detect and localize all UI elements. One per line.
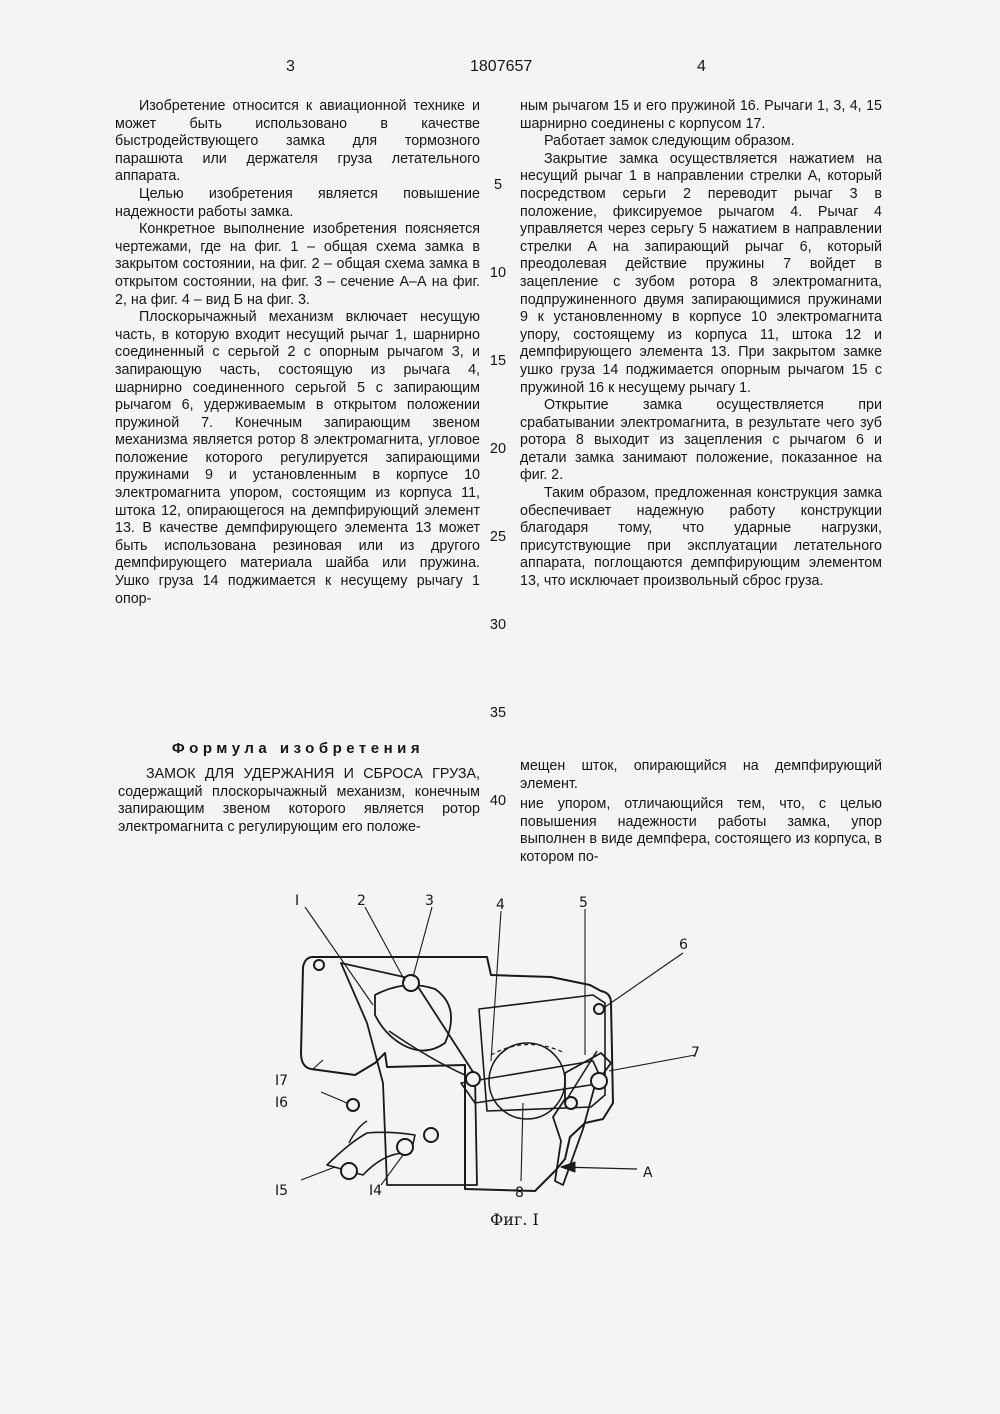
figure-label: A (643, 1165, 653, 1181)
page-number-left: 3 (286, 58, 295, 75)
figure-label: I (295, 893, 300, 909)
figure-caption: Фиг. I (490, 1210, 539, 1229)
figure-label: I5 (275, 1183, 289, 1199)
leader-line (381, 1155, 403, 1185)
pivot (466, 1072, 480, 1086)
pivot (314, 960, 324, 970)
paragraph: Изобретение относится к авиационной технике и может быть использовано в качестве быстродействующего замка для тормозного парашюта или держателя груза летательного аппарата. (115, 98, 480, 185)
paragraph: Открытие замка осуществляется при срабатывании электромагнита, в результате чего зуб ротора 8 выходит из зацепления с рычагом 6 и детали замка занимают положение, показанное на фиг. 2. (520, 397, 882, 484)
claim-text-continuation: ние упором, отличающийся тем, что, с целью повышения надежности работы замка, упор выполнен в виде демпфера, состоящего из корпуса, в котором по- (520, 796, 882, 865)
paragraph: Целью изобретения является повышение надежности работы замка. (115, 185, 480, 220)
left-column (115, 98, 480, 608)
figure-label: I7 (275, 1073, 289, 1089)
figure-label: 7 (691, 1045, 700, 1061)
rotor-8 (489, 1043, 565, 1119)
lever-4 (461, 1061, 603, 1103)
paragraph: Конкретное выполнение изобретения поясняется чертежами, где на фиг. 1 – общая схема замка в закрытом состоянии, на фиг. 2 – общая схема замка в открытом состоянии, на фиг. 3 – сечение А–А на фиг. 2, на фиг. 4 – вид Б на фиг. 3. (115, 221, 480, 308)
figure-label: 6 (679, 937, 688, 953)
figure-label: 2 (357, 893, 366, 909)
link-2 (389, 1031, 465, 1075)
pivot (403, 975, 419, 991)
figure-label: I4 (369, 1183, 383, 1199)
support-lever-3 (375, 985, 451, 1050)
leader-line (609, 1055, 695, 1071)
inner-frame (479, 995, 605, 1111)
pivot (594, 1004, 604, 1014)
pivot (591, 1073, 607, 1089)
right-column (520, 98, 882, 591)
figure-label: 3 (425, 893, 434, 909)
line-number: 20 (489, 441, 507, 457)
claim-text-end: мещен шток, опирающийся на демпфирующий элемент. (520, 758, 882, 792)
figure-label: 8 (515, 1185, 524, 1201)
leader-line (321, 1092, 347, 1103)
claim-text-left: ЗАМОК ДЛЯ УДЕРЖАНИЯ И СБРОСА ГРУЗА, содержащий плоскорычажный механизм, конечным запирающим звеном которого является ротор электромагнита с регулирующим его положе- (118, 766, 480, 835)
line-number: 35 (489, 705, 507, 721)
leader-line (491, 911, 501, 1061)
line-number: 30 (489, 617, 507, 633)
leader-line (313, 1060, 323, 1069)
patent-number: 1807657 (470, 58, 533, 75)
formula-title: Формула изобретения (171, 740, 425, 757)
paragraph: Таким образом, предложенная конструкция замка обеспечивает надежную работу конструкции благодаря тому, что ударные нагрузки, присутствующие при эксплуатации летательного аппарата, поглощаются демпфирующим элементом 13, что исключает произвольный сброс груза. (520, 485, 882, 590)
pivot (397, 1139, 413, 1155)
line-number: 15 (489, 353, 507, 369)
line-number: 5 (493, 177, 503, 193)
pivot (341, 1163, 357, 1179)
spring-16 (349, 1121, 367, 1143)
paragraph: Закрытие замка осуществляется нажатием на несущий рычаг 1 в направлении стрелки А, который посредством серьги 2 переводит рычаг 3 в положение, фиксируемое рычагом 4. Рычаг 4 управляется через серьгу 5 нажатием в направлении стрелки А на запирающий рычаг 6, который преодолевая действие пружины 7 войдет в зацепление с зубом ротора 8 электромагнита, подпружиненного двумя запирающимися пружинами 9 к установленному в корпусе 10 электромагнита упору, состоящему из корпуса 11, штока 12 и демпфирующего элемента 13. При закрытом замке ушко груза 14 поджимается опорным рычагом 15 с пружиной 16 к несущему рычагу 1. (520, 150, 882, 396)
leader-line (413, 907, 432, 977)
figure-label: 5 (579, 895, 588, 911)
leader-line (605, 953, 683, 1007)
pivot (565, 1097, 577, 1109)
leader-line (301, 1167, 335, 1180)
line-number: 10 (489, 265, 507, 281)
paragraph: ным рычагом 15 и его пружиной 16. Рычаги 1, 3, 4, 15 шарнирно соединены с корпусом 17. (520, 98, 882, 132)
paragraph: Работает замок следующим образом. (544, 133, 795, 150)
page-number-right: 4 (697, 58, 706, 75)
paragraph: Плоскорычажный механизм включает несущую часть, в которую входит несущий рычаг 1, шарнирно соединенный с серьгой 2 с опорным рычагом 3, и запирающую часть, состоящую из рычага 4, шарнирно соединенного серьгой 5 с запирающим рычагом 6, удерживаемым в открытом положении пружиной 7. Конечным запирающим звеном механизма является ротор 8 электромагнита, угловое положение которого регулируется запирающими пружинами 9 и установленным в корпусе 10 электромагнита упором, состоящим из корпуса 11, штока 12, опирающегося на демпфирующий элемент 13. В качестве демпфирующего элемента 13 может быть использована резиновая или из другого демпфирующего материала шайба или пружина. Ушко груза 14 поджимается к несущему рычагу 1 опор- (115, 309, 480, 607)
line-number: 25 (489, 529, 507, 545)
line-number: 40 (489, 793, 507, 809)
lock-mechanism-figure (265, 885, 700, 1205)
pivot (347, 1099, 359, 1111)
figure-label: I6 (275, 1095, 289, 1111)
figure-label: 4 (496, 897, 505, 913)
leader-line (521, 1103, 523, 1181)
housing-outline (301, 957, 613, 1191)
pivot (424, 1128, 438, 1142)
